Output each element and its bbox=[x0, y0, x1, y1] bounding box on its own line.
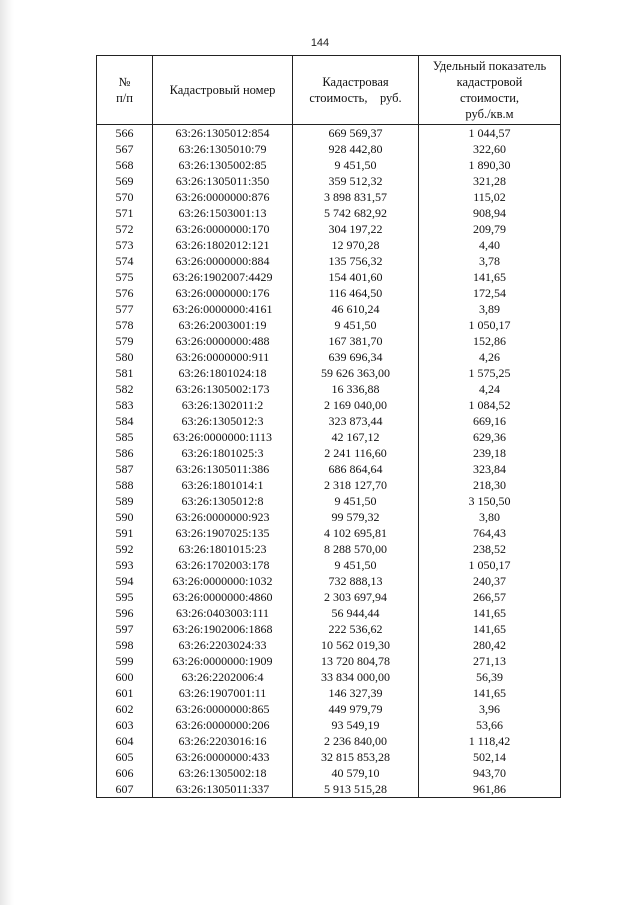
row-number-cell: 590 bbox=[97, 509, 153, 525]
cadastral-number-cell: 63:26:1305011:337 bbox=[153, 781, 293, 798]
row-number-cell: 584 bbox=[97, 413, 153, 429]
row-number-cell: 572 bbox=[97, 221, 153, 237]
cadastral-number-cell: 63:26:0000000:865 bbox=[153, 701, 293, 717]
table-row bbox=[97, 781, 561, 798]
cadastral-value-cell: 2 318 127,70 bbox=[293, 477, 419, 493]
specific-indicator-cell: 1 118,42 bbox=[419, 733, 561, 749]
row-number-cell: 603 bbox=[97, 717, 153, 733]
specific-indicator-cell: 280,42 bbox=[419, 637, 561, 653]
cadastral-value-cell: 449 979,79 bbox=[293, 701, 419, 717]
cadastral-value-cell: 40 579,10 bbox=[293, 765, 419, 781]
table-row bbox=[97, 461, 561, 477]
cadastral-number-cell: 63:26:1302011:2 bbox=[153, 397, 293, 413]
cadastral-number-cell: 63:26:1305012:3 bbox=[153, 413, 293, 429]
cadastral-number-cell: 63:26:1305010:79 bbox=[153, 141, 293, 157]
cadastral-value-cell: 13 720 804,78 bbox=[293, 653, 419, 669]
specific-indicator-cell: 1 084,52 bbox=[419, 397, 561, 413]
cadastral-number-cell: 63:26:0000000:176 bbox=[153, 285, 293, 301]
table-row bbox=[97, 429, 561, 445]
specific-indicator-cell: 1 044,57 bbox=[419, 125, 561, 142]
cadastral-number-cell: 63:26:0000000:1032 bbox=[153, 573, 293, 589]
table-row bbox=[97, 301, 561, 317]
table-row bbox=[97, 493, 561, 509]
table-row bbox=[97, 525, 561, 541]
header-num-line: п/п bbox=[116, 91, 133, 105]
cadastral-number-cell: 63:26:1801025:3 bbox=[153, 445, 293, 461]
cadastral-value-cell: 5 742 682,92 bbox=[293, 205, 419, 221]
cadastral-value-cell: 323 873,44 bbox=[293, 413, 419, 429]
table-row bbox=[97, 189, 561, 205]
specific-indicator-cell: 908,94 bbox=[419, 205, 561, 221]
specific-indicator-cell: 115,02 bbox=[419, 189, 561, 205]
table-row bbox=[97, 157, 561, 173]
cadastral-value-cell: 928 442,80 bbox=[293, 141, 419, 157]
cadastral-number-cell: 63:26:1305002:173 bbox=[153, 381, 293, 397]
table-row bbox=[97, 605, 561, 621]
table-row bbox=[97, 221, 561, 237]
cadastral-value-cell: 42 167,12 bbox=[293, 429, 419, 445]
cadastral-number-cell: 63:26:1801015:23 bbox=[153, 541, 293, 557]
row-number-cell: 602 bbox=[97, 701, 153, 717]
cadastral-number-cell: 63:26:1503001:13 bbox=[153, 205, 293, 221]
row-number-cell: 592 bbox=[97, 541, 153, 557]
table-row bbox=[97, 141, 561, 157]
table-row bbox=[97, 173, 561, 189]
row-number-cell: 577 bbox=[97, 301, 153, 317]
specific-indicator-cell: 239,18 bbox=[419, 445, 561, 461]
specific-indicator-cell: 56,39 bbox=[419, 669, 561, 685]
specific-indicator-cell: 3,89 bbox=[419, 301, 561, 317]
specific-indicator-cell: 172,54 bbox=[419, 285, 561, 301]
specific-indicator-cell: 3 150,50 bbox=[419, 493, 561, 509]
table-row bbox=[97, 237, 561, 253]
scan-edge-shadow bbox=[0, 0, 14, 905]
specific-indicator-cell: 323,84 bbox=[419, 461, 561, 477]
header-specific-indicator-line: руб./кв.м bbox=[465, 107, 514, 121]
row-number-cell: 566 bbox=[97, 125, 153, 142]
cadastral-number-cell: 63:26:2203016:16 bbox=[153, 733, 293, 749]
row-number-cell: 581 bbox=[97, 365, 153, 381]
table-row bbox=[97, 653, 561, 669]
header-specific-indicator bbox=[419, 56, 561, 125]
specific-indicator-cell: 4,26 bbox=[419, 349, 561, 365]
table-row bbox=[97, 589, 561, 605]
row-number-cell: 600 bbox=[97, 669, 153, 685]
cadastral-number-cell: 63:26:0000000:170 bbox=[153, 221, 293, 237]
row-number-cell: 606 bbox=[97, 765, 153, 781]
row-number-cell: 582 bbox=[97, 381, 153, 397]
row-number-cell: 595 bbox=[97, 589, 153, 605]
table-row bbox=[97, 685, 561, 701]
header-specific-indicator-line: стоимости, bbox=[459, 91, 520, 105]
cadastral-value-cell: 4 102 695,81 bbox=[293, 525, 419, 541]
cadastral-value-cell: 9 451,50 bbox=[293, 557, 419, 573]
cadastral-number-cell: 63:26:1802012:121 bbox=[153, 237, 293, 253]
table-row bbox=[97, 413, 561, 429]
row-number-cell: 587 bbox=[97, 461, 153, 477]
table-row bbox=[97, 317, 561, 333]
header-cadastral-value bbox=[293, 56, 419, 125]
row-number-cell: 579 bbox=[97, 333, 153, 349]
cadastral-value-cell: 99 579,32 bbox=[293, 509, 419, 525]
cadastral-number-cell: 63:26:0000000:923 bbox=[153, 509, 293, 525]
cadastral-value-cell: 686 864,64 bbox=[293, 461, 419, 477]
cadastral-value-cell: 669 569,37 bbox=[293, 125, 419, 142]
specific-indicator-cell: 322,60 bbox=[419, 141, 561, 157]
cadastral-number-cell: 63:26:0000000:4860 bbox=[153, 589, 293, 605]
specific-indicator-cell: 141,65 bbox=[419, 621, 561, 637]
table-row bbox=[97, 701, 561, 717]
cadastral-value-cell: 9 451,50 bbox=[293, 157, 419, 173]
table-row bbox=[97, 205, 561, 221]
specific-indicator-cell: 4,40 bbox=[419, 237, 561, 253]
specific-indicator-cell: 209,79 bbox=[419, 221, 561, 237]
cadastral-value-cell: 8 288 570,00 bbox=[293, 541, 419, 557]
cadastral-value-cell: 33 834 000,00 bbox=[293, 669, 419, 685]
table-row bbox=[97, 333, 561, 349]
table-row bbox=[97, 717, 561, 733]
cadastral-number-cell: 63:26:0000000:911 bbox=[153, 349, 293, 365]
header-num-line: № bbox=[118, 75, 131, 89]
specific-indicator-cell: 3,78 bbox=[419, 253, 561, 269]
specific-indicator-cell: 1 890,30 bbox=[419, 157, 561, 173]
cadastral-value-cell: 116 464,50 bbox=[293, 285, 419, 301]
row-number-cell: 586 bbox=[97, 445, 153, 461]
cadastral-number-cell: 63:26:0403003:111 bbox=[153, 605, 293, 621]
cadastral-number-cell: 63:26:1907025:135 bbox=[153, 525, 293, 541]
specific-indicator-cell: 3,96 bbox=[419, 701, 561, 717]
cadastral-number-cell: 63:26:0000000:488 bbox=[153, 333, 293, 349]
row-number-cell: 578 bbox=[97, 317, 153, 333]
table-header-row bbox=[97, 56, 561, 125]
specific-indicator-cell: 321,28 bbox=[419, 173, 561, 189]
specific-indicator-cell: 141,65 bbox=[419, 605, 561, 621]
cadastral-value-cell: 167 381,70 bbox=[293, 333, 419, 349]
specific-indicator-cell: 218,30 bbox=[419, 477, 561, 493]
cadastral-value-cell: 146 327,39 bbox=[293, 685, 419, 701]
cadastral-number-cell: 63:26:1305012:854 bbox=[153, 125, 293, 142]
header-specific-indicator-line: кадастровой bbox=[456, 75, 523, 89]
specific-indicator-cell: 1 050,17 bbox=[419, 557, 561, 573]
table-row bbox=[97, 269, 561, 285]
cadastral-value-cell: 2 236 840,00 bbox=[293, 733, 419, 749]
row-number-cell: 569 bbox=[97, 173, 153, 189]
specific-indicator-cell: 53,66 bbox=[419, 717, 561, 733]
row-number-cell: 591 bbox=[97, 525, 153, 541]
cadastral-value-cell: 56 944,44 bbox=[293, 605, 419, 621]
table-row bbox=[97, 749, 561, 765]
row-number-cell: 604 bbox=[97, 733, 153, 749]
table-row bbox=[97, 285, 561, 301]
table-row bbox=[97, 557, 561, 573]
cadastral-number-cell: 63:26:0000000:1909 bbox=[153, 653, 293, 669]
cadastral-number-cell: 63:26:1902006:1868 bbox=[153, 621, 293, 637]
table-row bbox=[97, 573, 561, 589]
row-number-cell: 573 bbox=[97, 237, 153, 253]
cadastral-number-cell: 63:26:1305012:8 bbox=[153, 493, 293, 509]
row-number-cell: 598 bbox=[97, 637, 153, 653]
table-row bbox=[97, 125, 561, 142]
row-number-cell: 589 bbox=[97, 493, 153, 509]
table-row bbox=[97, 349, 561, 365]
table-row bbox=[97, 637, 561, 653]
row-number-cell: 588 bbox=[97, 477, 153, 493]
specific-indicator-cell: 629,36 bbox=[419, 429, 561, 445]
cadastral-number-cell: 63:26:0000000:206 bbox=[153, 717, 293, 733]
table-row bbox=[97, 541, 561, 557]
cadastral-number-cell: 63:26:2003001:19 bbox=[153, 317, 293, 333]
cadastral-number-cell: 63:26:0000000:876 bbox=[153, 189, 293, 205]
cadastral-number-cell: 63:26:1801024:18 bbox=[153, 365, 293, 381]
row-number-cell: 594 bbox=[97, 573, 153, 589]
cadastral-number-cell: 63:26:1305011:386 bbox=[153, 461, 293, 477]
cadastral-value-cell: 46 610,24 bbox=[293, 301, 419, 317]
cadastral-value-cell: 222 536,62 bbox=[293, 621, 419, 637]
cadastral-value-cell: 16 336,88 bbox=[293, 381, 419, 397]
specific-indicator-cell: 141,65 bbox=[419, 685, 561, 701]
cadastral-number-cell: 63:26:1907001:11 bbox=[153, 685, 293, 701]
cadastral-value-cell: 3 898 831,57 bbox=[293, 189, 419, 205]
row-number-cell: 585 bbox=[97, 429, 153, 445]
cadastral-value-cell: 59 626 363,00 bbox=[293, 365, 419, 381]
specific-indicator-cell: 1 575,25 bbox=[419, 365, 561, 381]
row-number-cell: 568 bbox=[97, 157, 153, 173]
cadastral-number-cell: 63:26:0000000:433 bbox=[153, 749, 293, 765]
cadastral-value-cell: 93 549,19 bbox=[293, 717, 419, 733]
cadastral-value-cell: 12 970,28 bbox=[293, 237, 419, 253]
row-number-cell: 597 bbox=[97, 621, 153, 637]
header-num bbox=[97, 56, 153, 125]
header-cadastral-value-line: Кадастровая bbox=[322, 75, 389, 89]
table-row bbox=[97, 381, 561, 397]
specific-indicator-cell: 3,80 bbox=[419, 509, 561, 525]
row-number-cell: 593 bbox=[97, 557, 153, 573]
cadastral-number-cell: 63:26:2202006:4 bbox=[153, 669, 293, 685]
specific-indicator-cell: 4,24 bbox=[419, 381, 561, 397]
cadastral-value-cell: 639 696,34 bbox=[293, 349, 419, 365]
cadastral-number-cell: 63:26:0000000:1113 bbox=[153, 429, 293, 445]
table-row bbox=[97, 733, 561, 749]
cadastral-number-cell: 63:26:0000000:884 bbox=[153, 253, 293, 269]
cadastral-number-cell: 63:26:1305011:350 bbox=[153, 173, 293, 189]
specific-indicator-cell: 141,65 bbox=[419, 269, 561, 285]
table-row bbox=[97, 477, 561, 493]
cadastral-value-cell: 304 197,22 bbox=[293, 221, 419, 237]
specific-indicator-cell: 961,86 bbox=[419, 781, 561, 798]
cadastral-number-cell: 63:26:1902007:4429 bbox=[153, 269, 293, 285]
table-row bbox=[97, 765, 561, 781]
row-number-cell: 599 bbox=[97, 653, 153, 669]
page-number: 144 bbox=[310, 37, 330, 49]
table-row bbox=[97, 253, 561, 269]
cadastral-number-cell: 63:26:1305002:18 bbox=[153, 765, 293, 781]
table-body bbox=[97, 125, 561, 798]
cadastral-number-cell: 63:26:1702003:178 bbox=[153, 557, 293, 573]
specific-indicator-cell: 240,37 bbox=[419, 573, 561, 589]
specific-indicator-cell: 764,43 bbox=[419, 525, 561, 541]
header-cadastral-number: Кадастровый номер bbox=[153, 56, 293, 125]
cadastral-number-cell: 63:26:1305002:85 bbox=[153, 157, 293, 173]
row-number-cell: 571 bbox=[97, 205, 153, 221]
cadastral-value-cell: 2 303 697,94 bbox=[293, 589, 419, 605]
row-number-cell: 605 bbox=[97, 749, 153, 765]
row-number-cell: 601 bbox=[97, 685, 153, 701]
specific-indicator-cell: 152,86 bbox=[419, 333, 561, 349]
row-number-cell: 596 bbox=[97, 605, 153, 621]
cadastral-value-cell: 154 401,60 bbox=[293, 269, 419, 285]
specific-indicator-cell: 669,16 bbox=[419, 413, 561, 429]
table-row bbox=[97, 397, 561, 413]
specific-indicator-cell: 266,57 bbox=[419, 589, 561, 605]
row-number-cell: 575 bbox=[97, 269, 153, 285]
row-number-cell: 570 bbox=[97, 189, 153, 205]
row-number-cell: 574 bbox=[97, 253, 153, 269]
cadastral-number-cell: 63:26:2203024:33 bbox=[153, 637, 293, 653]
cadastral-value-cell: 9 451,50 bbox=[293, 317, 419, 333]
table-row bbox=[97, 509, 561, 525]
cadastral-value-cell: 359 512,32 bbox=[293, 173, 419, 189]
table-row bbox=[97, 365, 561, 381]
cadastral-number-cell: 63:26:0000000:4161 bbox=[153, 301, 293, 317]
header-specific-indicator-line: Удельный показатель bbox=[432, 59, 547, 73]
specific-indicator-cell: 1 050,17 bbox=[419, 317, 561, 333]
cadastral-value-cell: 9 451,50 bbox=[293, 493, 419, 509]
specific-indicator-cell: 271,13 bbox=[419, 653, 561, 669]
row-number-cell: 576 bbox=[97, 285, 153, 301]
cadastral-value-cell: 2 241 116,60 bbox=[293, 445, 419, 461]
table-row bbox=[97, 669, 561, 685]
cadastral-value-cell: 32 815 853,28 bbox=[293, 749, 419, 765]
cadastral-value-table bbox=[96, 55, 561, 798]
specific-indicator-cell: 502,14 bbox=[419, 749, 561, 765]
table-row bbox=[97, 621, 561, 637]
specific-indicator-cell: 943,70 bbox=[419, 765, 561, 781]
row-number-cell: 580 bbox=[97, 349, 153, 365]
cadastral-value-cell: 732 888,13 bbox=[293, 573, 419, 589]
header-cadastral-value-line: стоимость, руб. bbox=[309, 91, 402, 105]
row-number-cell: 583 bbox=[97, 397, 153, 413]
row-number-cell: 607 bbox=[97, 781, 153, 798]
cadastral-value-cell: 135 756,32 bbox=[293, 253, 419, 269]
cadastral-value-cell: 2 169 040,00 bbox=[293, 397, 419, 413]
specific-indicator-cell: 238,52 bbox=[419, 541, 561, 557]
table-row bbox=[97, 445, 561, 461]
cadastral-number-cell: 63:26:1801014:1 bbox=[153, 477, 293, 493]
row-number-cell: 567 bbox=[97, 141, 153, 157]
cadastral-value-cell: 10 562 019,30 bbox=[293, 637, 419, 653]
cadastral-value-cell: 5 913 515,28 bbox=[293, 781, 419, 798]
